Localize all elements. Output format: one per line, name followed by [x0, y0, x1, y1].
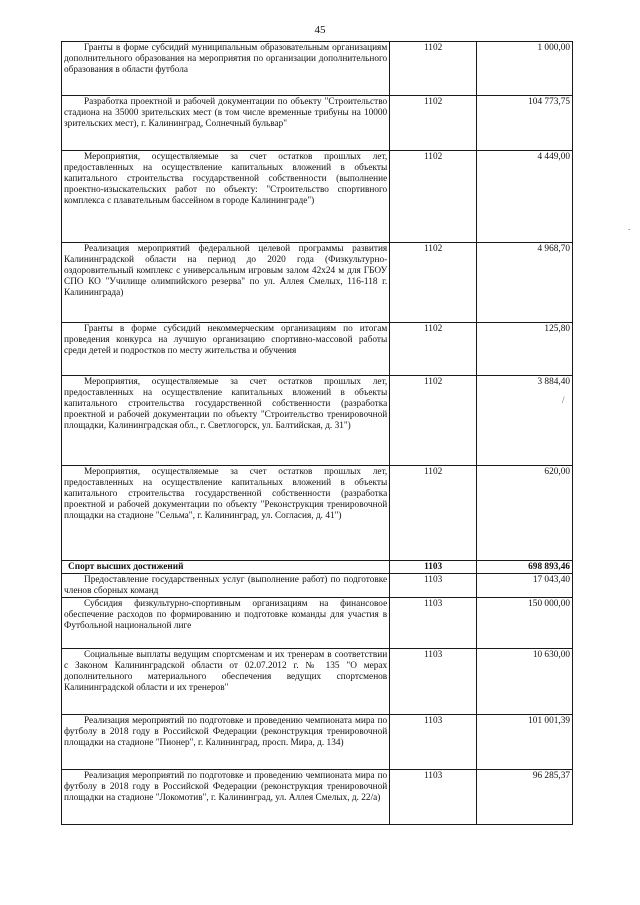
- table-row: [62, 96, 573, 151]
- row-code: 1103: [390, 561, 477, 574]
- row-name: Гранты в форме субсидий некоммерческим организациям по итогам проведения конкурса на лучшую организацию спортивно-массовой работы среди детей и подростков по месту жительства и обучения: [64, 324, 388, 356]
- table-row: [62, 376, 573, 466]
- row-name: Мероприятия, осуществляемые за счет остатков прошлых лет, предоставленных на осуществление капитальных вложений в объекты капитального строительства государственной собственности (выполнение проектно-изыскательских работ по объекту: "Строительство спортивного комплекса с плавательным бассейном в городе Калининграде"): [64, 152, 388, 206]
- table-row-section-heading: [62, 561, 573, 574]
- row-name: Мероприятия, осуществляемые за счет остатков прошлых лет, предоставленных на осуществление капитальных вложений в объекты капитального строительства государственной собственности (разработка проектной и рабочей документации по объекту "Строительство тренировочной площадки, Калининградская обл., г. Светлогорск, ул. Балтийская, д. 31"): [64, 377, 388, 431]
- table-row: [62, 770, 573, 825]
- row-amount: 1 000,00: [477, 42, 573, 96]
- row-name-cell: [62, 42, 390, 96]
- row-name-cell: [62, 649, 390, 715]
- row-name: Реализация мероприятий по подготовке и проведению чемпионата мира по футболу в 2018 году в Российской Федерации (реконструкция тренировочной площадки на стадионе "Пионер", г. Калининград, просп. Мира, д. 134): [64, 716, 388, 748]
- row-name: Социальные выплаты ведущим спортсменам и их тренерам в соответствии с Законом Калининградской области от 02.07.2012 г. № 135 "О мерах дополнительного материального обеспечения ведущих спортсменов Калининградской области и их тренеров": [64, 650, 388, 693]
- row-amount: 17 043,40: [477, 574, 573, 598]
- table-row: [62, 715, 573, 770]
- row-name: Мероприятия, осуществляемые за счет остатков прошлых лет, предоставленных на осуществление капитальных вложений в объекты капитального строительства государственной собственности (разработка проектной и рабочей документации по объекту "Реконструкция тренировочной площадки на стадионе "Сельма", г. Калининград, ул. Согласия, д. 41"): [64, 467, 388, 521]
- row-name-cell: [62, 466, 390, 561]
- row-name: Реализация мероприятий по подготовке и проведению чемпионата мира по футболу в 2018 году в Российской Федерации (реконструкция тренировочной площадки на стадионе "Локомотив", г. Калининград, ул. Аллея Смелых, д. 22/а): [64, 771, 388, 803]
- row-code: 1102: [390, 96, 477, 151]
- row-code: 1103: [390, 598, 477, 649]
- row-code: 1102: [390, 376, 477, 466]
- row-amount: 150 000,00: [477, 598, 573, 649]
- budget-table: [61, 41, 573, 825]
- row-amount: 96 285,37: [477, 770, 573, 825]
- row-name-cell: [62, 561, 390, 574]
- row-code: 1103: [390, 770, 477, 825]
- row-code: 1103: [390, 574, 477, 598]
- table-row: [62, 574, 573, 598]
- row-name-cell: [62, 96, 390, 151]
- row-amount: 3 884,40: [477, 376, 573, 466]
- table-row: [62, 151, 573, 243]
- row-amount: 104 773,75: [477, 96, 573, 151]
- row-amount: 125,80: [477, 323, 573, 376]
- row-name: Предоставление государственных услуг (выполнение работ) по подготовке членов сборных команд: [64, 575, 388, 596]
- row-code: 1102: [390, 466, 477, 561]
- page-number: 45: [314, 24, 326, 36]
- row-name-cell: [62, 770, 390, 825]
- row-code: 1102: [390, 243, 477, 323]
- row-amount: 4 968,70: [477, 243, 573, 323]
- row-name: Гранты в форме субсидий муниципальным образовательным организациям дополнительного образования на мероприятия по организации дополнительного образования в области футбола: [64, 43, 388, 75]
- row-name-cell: [62, 323, 390, 376]
- table-row: [62, 42, 573, 96]
- table-row: [62, 323, 573, 376]
- row-name-cell: [62, 715, 390, 770]
- table-row: [62, 649, 573, 715]
- row-code: 1102: [390, 151, 477, 243]
- table-row: [62, 466, 573, 561]
- row-name-cell: [62, 151, 390, 243]
- row-code: 1102: [390, 42, 477, 96]
- row-name: Субсидия физкультурно-спортивным организациям на финансовое обеспечение расходов по формированию и подготовке команды для участия в Футбольной национальной лиге: [64, 599, 388, 631]
- row-name-cell: [62, 598, 390, 649]
- section-title: Спорт высших достижений: [68, 562, 184, 572]
- row-name-cell: [62, 243, 390, 323]
- row-name-cell: [62, 574, 390, 598]
- table-row: [62, 598, 573, 649]
- table-row: [62, 243, 573, 323]
- scan-mark: /: [562, 395, 565, 405]
- row-amount: 101 001,39: [477, 715, 573, 770]
- row-name-cell: [62, 376, 390, 466]
- scan-mark: .: [628, 222, 631, 232]
- budget-table-body: [62, 42, 573, 825]
- row-amount: 4 449,00: [477, 151, 573, 243]
- row-code: 1103: [390, 715, 477, 770]
- row-amount: 10 630,00: [477, 649, 573, 715]
- row-amount: 620,00: [477, 466, 573, 561]
- row-name: Реализация мероприятий федеральной целевой программы развития Калининградской области на период до 2020 года (Физкультурно-оздоровительный комплекс с универсальным игровым залом 42х24 м для ГБОУ СПО КО "Училище олимпийского резерва" по ул. Аллея Смелых, 116-118 г. Калининграда): [64, 244, 388, 298]
- row-code: 1102: [390, 323, 477, 376]
- row-amount: 698 893,46: [477, 561, 573, 574]
- row-name: Разработка проектной и рабочей документации по объекту "Строительство стадиона на 35000 зрительских мест (в том числе временные трибуны на 10000 зрительских мест), г. Калининград, Солнечный бульвар": [64, 97, 388, 129]
- row-code: 1103: [390, 649, 477, 715]
